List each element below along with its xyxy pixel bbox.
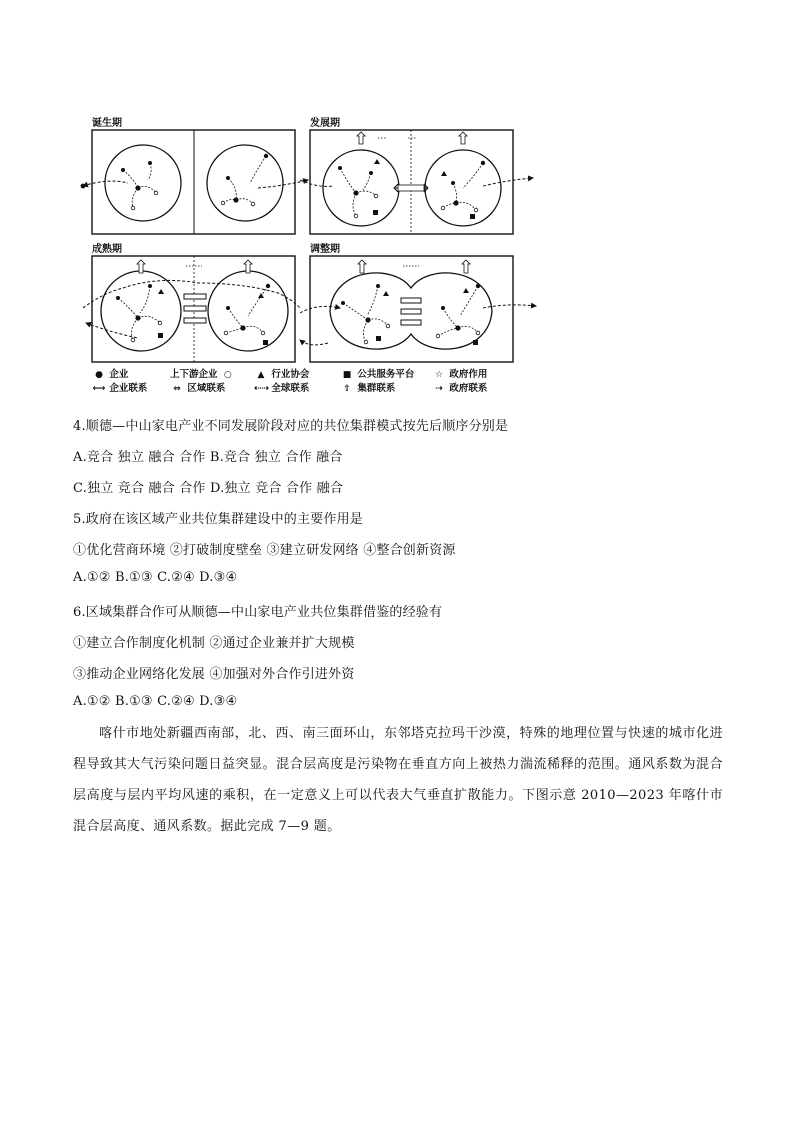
q4-options-1: A.竞合 独立 融合 合作 B.竞合 独立 合作 融合 — [73, 450, 343, 465]
open-circle-icon: ○ — [223, 370, 232, 380]
q4-stem: 4.顺德—中山家电产业不同发展阶段对应的共位集群模式按先后顺序分别是 — [73, 419, 509, 434]
cluster-stages-figure — [78, 108, 538, 398]
legend-row-2 — [92, 380, 532, 394]
reading-passage: 喀什市地处新疆西南部，北、西、南三面环山，东邻塔克拉玛干沙漠，特殊的地理位置与快速的城市化进程导致其大气污染问题日益突显。混合层高度是污染物在垂直方向上被热力湍流稀释的范围。通风系数为混合层高度与层内平均风速的乘积，在一定意义上可以代表大气垂直扩散能力。下图示意 2010—2023 年喀什市混合层高度、通风系数。据此完成 7—9 题。 — [73, 726, 723, 834]
panel-adjustment — [300, 256, 536, 362]
legend — [92, 366, 532, 394]
legend-label: 企业联系 — [109, 383, 148, 394]
legend-regional-link — [170, 380, 225, 394]
square-icon: ■ — [342, 370, 352, 380]
legend-enterprise — [92, 366, 128, 380]
legend-label: 企业 — [109, 369, 129, 380]
legend-enterprise-link — [92, 380, 147, 394]
triangle-icon: ▲ — [257, 370, 265, 380]
legend-label: 公共服务平台 — [357, 369, 415, 380]
star-icon: ☆ — [434, 370, 444, 380]
legend-label: 政府联系 — [449, 383, 488, 394]
q5-stem: 5.政府在该区域产业共位集群建设中的主要作用是 — [73, 512, 364, 527]
legend-label: 区域联系 — [187, 383, 226, 394]
panel-birth — [81, 130, 308, 234]
legend-label: 全球联系 — [271, 383, 310, 394]
legend-government-link — [432, 380, 487, 394]
legend-government — [432, 366, 487, 380]
panel-development — [300, 130, 533, 234]
stage-label-development: 发展期 — [310, 118, 340, 129]
q4-options-2: C.独立 竞合 融合 合作 D.独立 竞合 合作 融合 — [73, 481, 344, 496]
legend-row-1 — [92, 366, 532, 380]
up-arrow-icon: ⇧ — [343, 384, 351, 394]
filled-circle-icon: ● — [95, 370, 103, 380]
legend-label: 集群联系 — [357, 383, 396, 394]
q5-items: ①优化营商环境 ②打破制度壁垒 ③建立研发网络 ④整合创新资源 — [73, 543, 456, 558]
legend-cluster-link — [340, 380, 395, 394]
legend-association — [254, 366, 309, 380]
panel-maturity — [83, 256, 300, 362]
dashed-arrow-icon: ⇠⇢ — [254, 384, 270, 394]
legend-label: 政府作用 — [449, 369, 488, 380]
q6-items-2: ③推动企业网络化发展 ④加强对外合作引进外资 — [73, 667, 355, 682]
hollow-double-arrow-icon: ⇔ — [173, 384, 181, 394]
legend-public-platform — [340, 366, 414, 380]
stage-label-adjustment: 调整期 — [310, 244, 340, 255]
q5-options: A.①② B.①③ C.②④ D.③④ — [73, 570, 238, 585]
legend-label: 上下游企业 — [170, 369, 218, 380]
q6-options: A.①② B.①③ C.②④ D.③④ — [73, 694, 238, 709]
legend-supply-chain — [170, 366, 235, 380]
stage-label-maturity: 成熟期 — [92, 244, 122, 255]
legend-label: 行业协会 — [271, 369, 310, 380]
stage-label-birth: 诞生期 — [92, 118, 122, 129]
legend-global-link — [254, 380, 309, 394]
q6-items-1: ①建立合作制度化机制 ②通过企业兼并扩大规模 — [73, 636, 355, 651]
cluster-diagram — [78, 108, 538, 366]
q6-stem: 6.区域集群合作可从顺德—中山家电产业共位集群借鉴的经验有 — [73, 605, 443, 620]
double-arrow-icon: ⟷ — [92, 384, 106, 394]
dotted-arrow-icon: ⇢ — [435, 384, 443, 394]
